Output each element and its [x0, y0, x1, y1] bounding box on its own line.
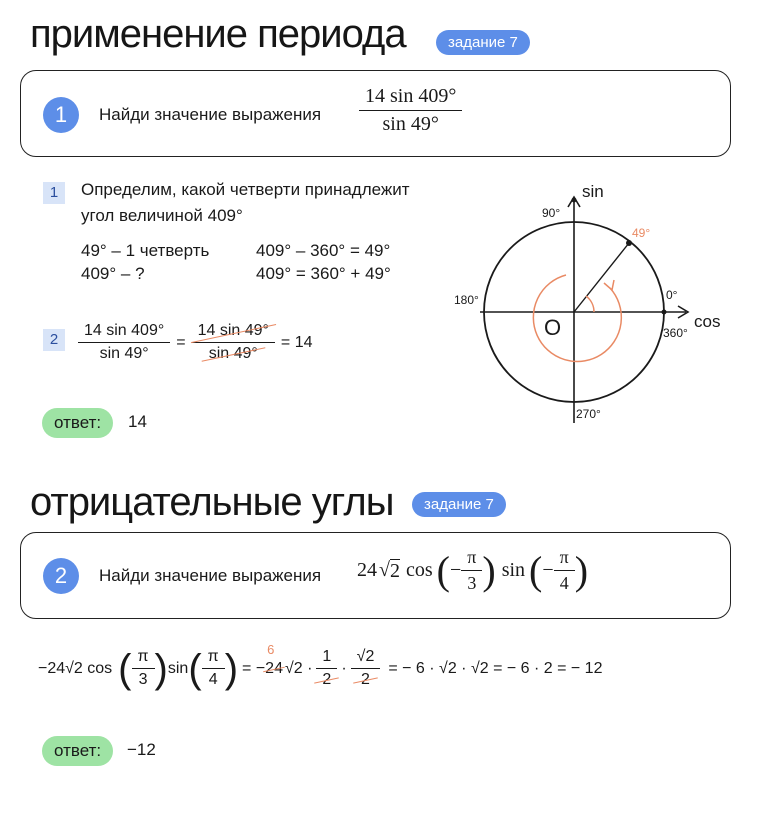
sol-24: 24: [265, 659, 283, 677]
task2-coef: 24: [357, 559, 377, 581]
sol-two-b: 2: [355, 669, 376, 689]
section2-tag: задание 7: [412, 492, 506, 517]
section1-title: применение периода: [30, 12, 406, 56]
quarter-left-2: 409° – ?: [81, 264, 145, 283]
label-0: 0°: [666, 288, 678, 302]
point-0: [662, 310, 667, 315]
label-49: 49°: [632, 226, 651, 240]
label-360: 360°: [663, 326, 688, 340]
task2-minus1: −: [449, 559, 462, 581]
task2-pi1: π: [461, 547, 482, 571]
step1-line1: Определим, какой четверти принадлежит: [81, 180, 410, 199]
task2-cos: cos: [405, 559, 433, 581]
sol-three: 3: [138, 671, 148, 688]
step2-num2: 14 sin 49°: [192, 322, 275, 343]
task2-four: 4: [559, 573, 569, 593]
task1-prompt: Найди значение выражения: [99, 105, 322, 124]
step2-den2: sin 49°: [203, 343, 264, 363]
sol-four: 4: [208, 671, 218, 688]
sol-root2b: √2: [351, 648, 381, 669]
task2-minus2: −: [542, 559, 554, 581]
task2-radicand: 2: [389, 559, 400, 582]
step1-badge: 1: [43, 182, 65, 204]
task2-expression: 24 √ 2 cos ( − $\frac{\pi}{3}$ ) sin ( − $\frac{\pi}{4}$ ): [357, 547, 589, 593]
step1-line2: угол величиной 409°: [81, 206, 243, 225]
cos-label: cos: [694, 312, 721, 331]
answer1-value: 14: [128, 412, 147, 431]
task1-numerator: 14 sin 409°: [359, 85, 462, 111]
quarter-right-1: 409° – 360° = 49°: [256, 241, 391, 260]
label-270: 270°: [576, 407, 601, 421]
step2-result: = 14: [280, 333, 313, 351]
task2-pi2: π: [554, 547, 575, 571]
sol-6-annotation: 6: [267, 641, 275, 657]
task1-denominator: sin 49°: [382, 113, 439, 135]
task1-number-badge: 1: [43, 97, 79, 133]
step2-num1: 14 sin 409°: [78, 322, 170, 343]
step2-eq: =: [176, 333, 186, 351]
origin-label: O: [544, 315, 562, 340]
answer1-label: ответ:: [42, 408, 113, 438]
step2-badge: 2: [43, 329, 65, 351]
quarter-right-2: 409° = 360° + 49°: [256, 264, 391, 283]
sol-dot: ·: [341, 659, 347, 677]
task1-box: [20, 70, 731, 157]
sol-two: 2: [316, 669, 337, 689]
section2-title: отрицательные углы: [30, 480, 394, 524]
sol-tail: = − 6 · √2 · √2 = − 6 · 2 = − 12: [388, 659, 603, 677]
task2-three: 3: [467, 573, 477, 593]
task1-expression: [359, 85, 462, 136]
sol-lead: −24√2 cos: [38, 659, 113, 677]
task2-box: [20, 532, 731, 619]
quarter-left-1: 49° – 1 четверть: [81, 241, 210, 260]
label-90: 90°: [542, 206, 561, 220]
sin-label: sin: [582, 182, 604, 201]
task2-solution: −24√2 cos ( $\frac{\pi}{3}$ ) sin ( $\frac{\pi}{4}$ ) = − 24 6 √2 · $\frac{1}{2}$ · $\frac{√2}{2}$ = − 6 · √2 · √2 = − 6 · 2 = − 12: [38, 641, 603, 691]
task2-number-badge: 2: [43, 558, 79, 594]
angle-arc-arrow: [604, 280, 614, 290]
point-90: [572, 198, 577, 203]
answer2-value: −12: [127, 740, 156, 759]
sol-pi2: π: [202, 648, 225, 669]
answer2-label: ответ:: [42, 736, 113, 766]
sol-sin: sin: [167, 659, 189, 677]
sol-root2: √2 ·: [284, 659, 313, 677]
sol-pi1: π: [132, 648, 155, 669]
label-180: 180°: [454, 293, 479, 307]
sol-one: 1: [316, 648, 337, 669]
point-49: [626, 240, 632, 246]
step2-calculation: [78, 322, 313, 363]
radius-49: [574, 243, 629, 312]
step2-den1: sin 49°: [99, 345, 149, 362]
task2-prompt: Найди значение выражения: [99, 566, 322, 585]
task2-sin: sin: [501, 559, 526, 581]
unit-circle-diagram: [440, 175, 740, 430]
angle-arc-small: [586, 296, 594, 312]
section1-tag: задание 7: [436, 30, 530, 55]
sol-eq1: = −: [242, 659, 266, 677]
